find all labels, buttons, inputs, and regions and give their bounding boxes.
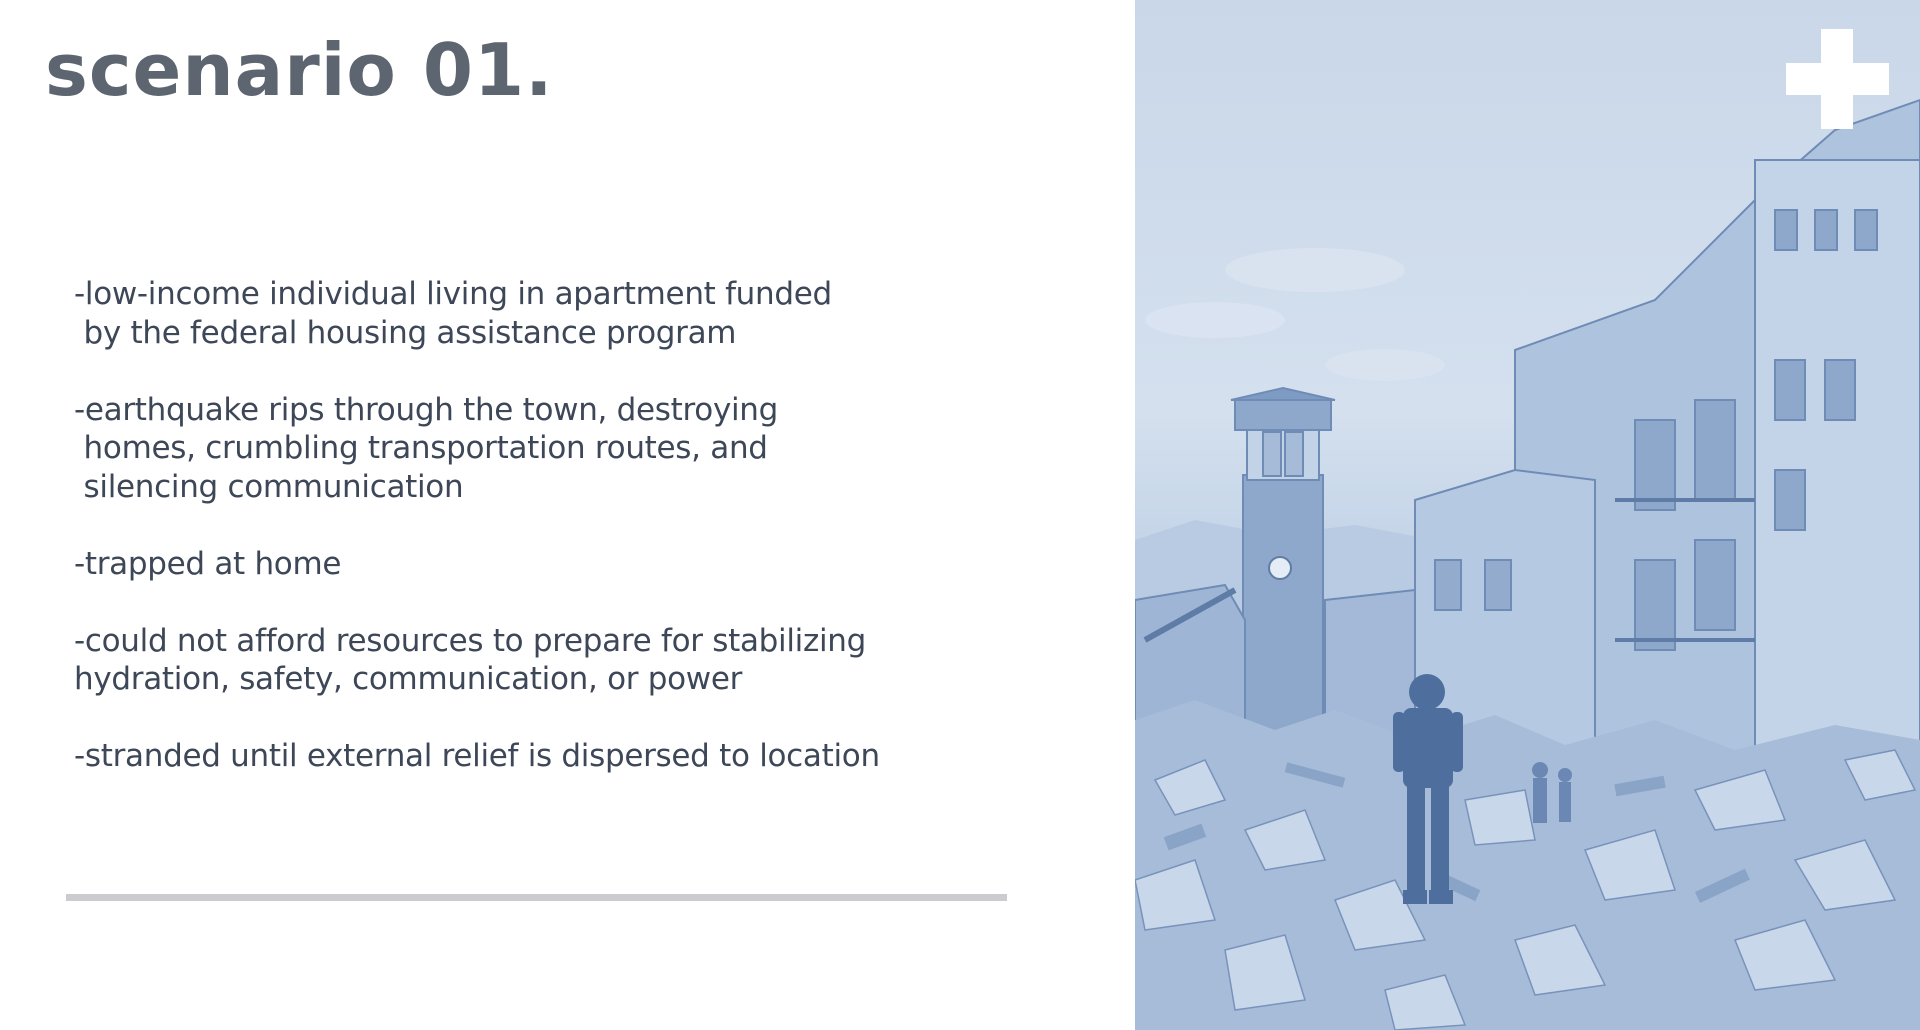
scenario-description [74,275,1034,814]
bullet-item [74,391,1034,507]
bullet-line: -trapped at home [74,545,342,582]
bullet-line: hydration, safety, communication, or power [74,661,743,697]
bullet-line: -low-income individual living in apartment funded [74,276,832,312]
bullet-line: -stranded until external relief is dispersed to location [74,738,880,774]
earthquake-ruins-photo [1135,0,1920,1030]
bullet-line: -earthquake rips through the town, destroying [74,391,779,428]
bullet-item [74,545,1034,584]
divider-line [66,894,1007,901]
bullet-line: silencing communication [74,468,464,505]
medical-cross-icon [1786,29,1889,129]
bell-tower [1231,388,1335,745]
bullet-item [74,737,1034,776]
bullet-line: homes, crumbling transportation routes, and [74,430,768,466]
damaged-buildings [1325,100,1920,760]
bullet-line: by the federal housing assistance program [74,314,737,351]
ruins-illustration [1135,0,1920,1030]
bullet-line: -could not afford resources to prepare for stabilizing [74,622,866,659]
bullet-item [74,622,1034,699]
slide-title: scenario 01. [45,28,554,112]
bullet-item [74,275,1034,352]
